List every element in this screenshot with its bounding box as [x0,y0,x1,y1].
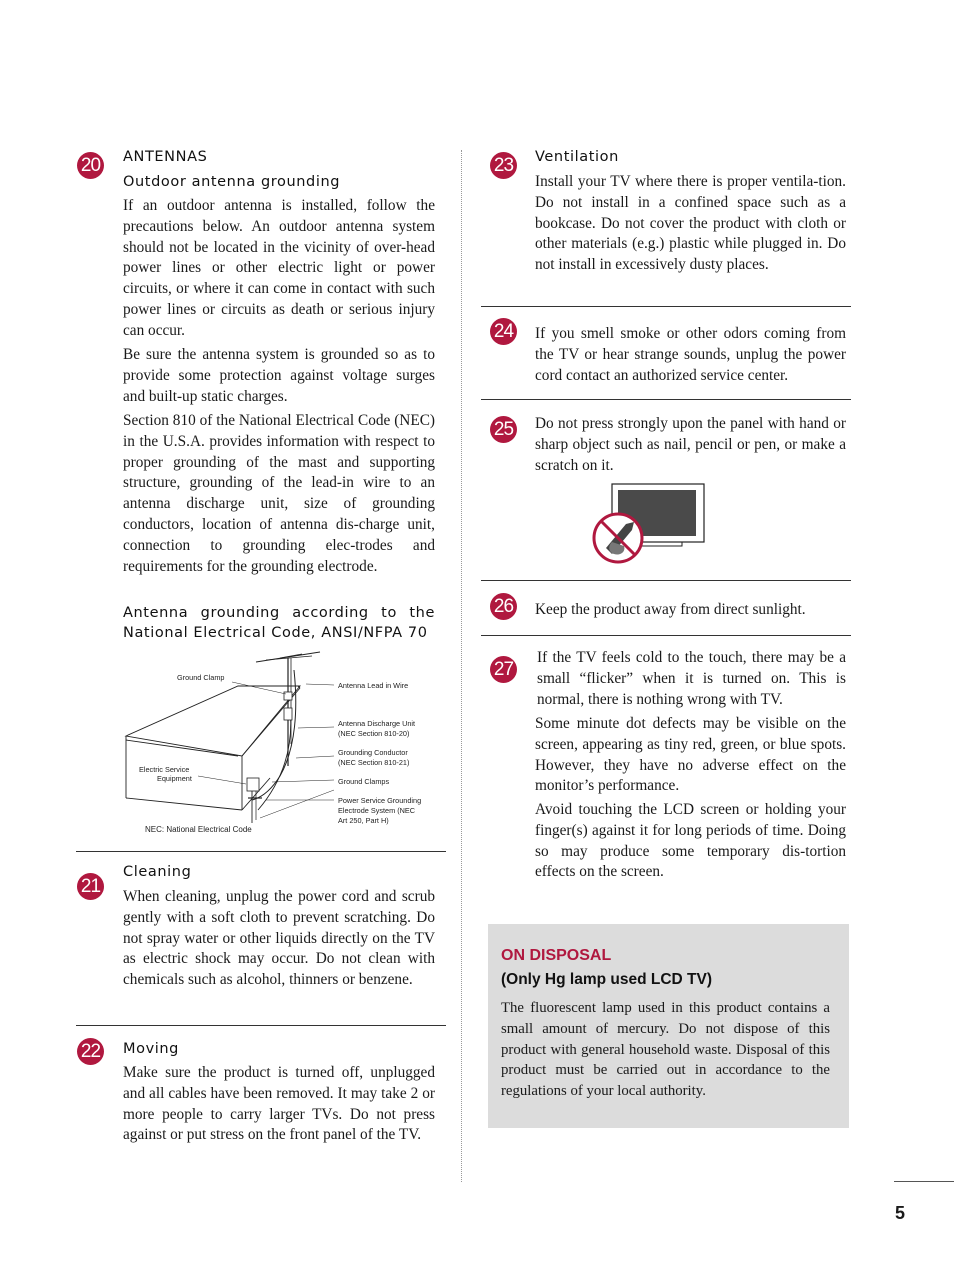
section-number-22: 22 [77,1038,104,1065]
antenna-grounding-diagram [120,648,450,843]
dot-defects-paragraph: Some minute dot defects may be visible on the screen, appearing as tiny red, green, or blue spots. However, they have no adverse effect on the monitor’s performance. [535,715,846,795]
ventilation-paragraph: Install your TV where there is proper ventila-tion. Do not install in a confined space such as a bookcase. Do not cover the product with cloth or other materials (e.g.) plastic while plugged in. Do not install in excessively dusty places. [535,173,846,274]
house-base [126,798,242,810]
panel-paragraph: Do not press strongly upon the panel with hand or sharp object such as nail, pencil or pen, or make a scratch on it. [535,415,846,474]
subheading-outdoor-antenna: Outdoor antenna grounding [123,174,341,190]
section-heading-ventilation: Ventilation [535,149,619,165]
divider-21-22 [76,1025,446,1026]
divider-25-26 [481,580,851,581]
flicker-paragraph: If the TV feels cold to the touch, there may be a small “flicker” when it is turned on. This is normal, there is nothing wrong with TV. [537,649,846,708]
label-discharge-section: (NEC Section 810-20) [338,729,410,738]
divider-23-24 [481,306,851,307]
house-roof [126,686,300,756]
mast-clamp [284,692,292,700]
page-number-rule [894,1181,954,1182]
label-electrode-system: Electrode System (NEC [338,806,416,815]
discharge-unit [284,708,292,720]
divider-24-25 [481,399,851,400]
column-separator [461,150,462,1182]
leader-conductor [296,756,334,758]
label-antenna-lead: Antenna Lead in Wire [338,681,409,690]
electric-service-box [247,778,259,791]
subheading-antenna-grounding: Antenna grounding according to the National Electrical Code, ANSI/NFPA 70 [123,605,435,641]
antennas-paragraph-1: If an outdoor antenna is installed, follow the precautions below. An outdoor antenna system should not be located in the vicinity of over-head power lines or other electric light or power circuits, or where it can come in contact with such power lines or circuits as death or serious injury can occur. [123,197,435,339]
cleaning-paragraph: When cleaning, unplug the power cord and scrub gently with a soft cloth to prevent scratching. Do not spray water or other liquids directly on the TV as electric shock may occur. Do not clean with chemicals such as alcohol, thinners or benzene. [123,888,435,989]
section-number-23: 23 [490,152,517,179]
page-number: 5 [895,1203,906,1223]
label-nec: NEC: National Electrical Code [145,825,252,834]
leader-clamps [272,780,334,782]
divider-20-21 [76,851,446,852]
section-number-25: 25 [490,416,517,443]
section-heading-antennas: ANTENNAS [123,149,208,165]
section-heading-moving: Moving [123,1041,179,1057]
label-electric-service: Electric Service [139,765,190,774]
smoke-paragraph: If you smell smoke or other odors coming from the TV or hear strange sounds, unplug the power cord contact an authorized service center. [535,325,846,384]
label-grounding-conductor: Grounding Conductor [338,748,408,757]
section-number-26: 26 [490,593,517,620]
leader-discharge [298,727,334,728]
label-equipment: Equipment [157,774,192,783]
section-number-27: 27 [490,656,517,683]
no-scratch-tv-illustration [588,482,708,568]
antennas-paragraph-2: Be sure the antenna system is grounded so as to provide some protection against voltage surges and built-up static charges. [123,346,435,405]
leader-electric [198,776,246,784]
antennas-paragraph-3: Section 810 of the National Electrical Code (NEC) in the U.S.A. provides information with respect to proper grounding of the mast and supporting structure, grounding of the lead-in wire to an antenna discharge unit, size of grounding conductors, location of antenna dis-charge unit, connection to grounding elec-trodes and requirements for the grounding electrode. [123,412,435,575]
section-number-21: 21 [77,873,104,900]
leader-power-2 [260,790,334,818]
leader-lead-wire [306,684,334,685]
section-heading-cleaning: Cleaning [123,864,192,880]
label-ground-clamp: Ground Clamp [177,673,225,682]
label-power-service: Power Service Grounding [338,796,422,805]
section-number-20: 20 [77,152,104,179]
label-discharge-unit: Antenna Discharge Unit [338,719,416,728]
label-art-250: Art 250, Part H) [338,816,389,825]
label-ground-clamps: Ground Clamps [338,777,390,786]
label-grounding-section: (NEC Section 810-21) [338,758,410,767]
divider-26-27 [481,635,851,636]
section-number-24: 24 [490,318,517,345]
disposal-paragraph: The fluorescent lamp used in this product contains a small amount of mercury. Do not dispose of this product with general household waste. Disposal of this product must be carried out in accordance to the regulations of your local authority. [501,1000,830,1100]
moving-paragraph: Make sure the product is turned off, unplugged and all cables have been removed. It may take 2 or more people to carry larger TVs. Do not press against or put stress on the front panel of the TV. [123,1064,435,1144]
disposal-title: ON DISPOSAL [501,947,612,964]
disposal-subtitle: (Only Hg lamp used LCD TV) [501,971,712,988]
lcd-touch-paragraph: Avoid touching the LCD screen or holding your finger(s) against it for long periods of time. Doing so may produce some temporary dis-tortion effects on the screen. [535,801,846,881]
sunlight-paragraph: Keep the product away from direct sunlight. [535,601,806,618]
